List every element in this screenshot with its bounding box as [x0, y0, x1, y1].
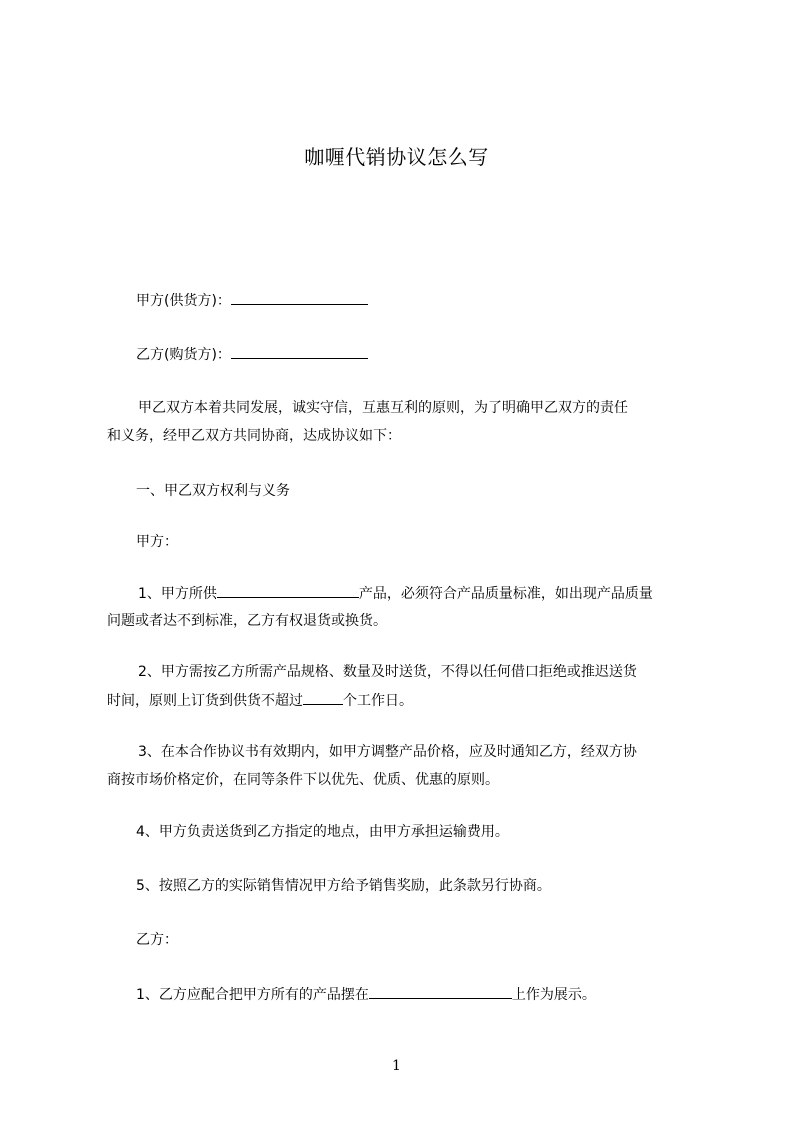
clause-a3-line-1: 3、在本合作协议书有效期内，如甲方调整产品价格，应及时通知乙方，经双方协 [138, 744, 637, 760]
party-a-label: 甲方(供货方)： [136, 293, 231, 309]
clause-a3-line-2: 商按市场价格定价，在同等条件下以优先、优质、优惠的原则。 [107, 772, 499, 788]
party-b-blank [231, 344, 368, 359]
party-a-line [136, 290, 368, 311]
intro-line-1: 甲乙双方本着共同发展，诚实守信，互惠互利的原则，为了明确甲乙双方的责任 [138, 400, 628, 416]
clause-b1-blank [369, 984, 512, 999]
party-b-label: 乙方(购货方)： [136, 347, 231, 363]
intro-line-2: 和义务，经甲乙双方共同协商，达成协议如下： [107, 428, 401, 444]
party-a-blank [231, 290, 368, 305]
party-b-line [136, 344, 368, 365]
clause-a1-suffix: 产品，必须符合产品质量标准，如出现产品质量 [358, 586, 653, 602]
party-b-heading: 乙方： [136, 932, 178, 948]
document-title: 咖喱代销协议怎么写 [304, 145, 489, 169]
clause-b1-prefix: 1、乙方应配合把甲方所有的产品摆在 [136, 987, 369, 1003]
clause-a4: 4、甲方负责送货到乙方指定的地点，由甲方承担运输费用。 [136, 824, 509, 840]
clause-a1-line-1 [138, 583, 653, 604]
clause-a1-prefix: 1、甲方所供 [138, 586, 217, 602]
clause-a2-prefix: 时间，原则上订货到供货不超过 [107, 693, 303, 709]
party-a-heading: 甲方： [136, 534, 178, 550]
clause-a1-blank [217, 583, 359, 598]
page-number: 1 [392, 1058, 401, 1074]
clause-b1-suffix: 上作为展示。 [511, 987, 596, 1003]
clause-b1 [136, 984, 596, 1005]
clause-a2-suffix: 个工作日。 [343, 693, 413, 709]
clause-a2-blank [303, 690, 343, 705]
clause-a1-line-2: 问题或者达不到标准，乙方有权退货或换货。 [107, 613, 387, 629]
clause-a2-line-2 [107, 690, 413, 711]
clause-a2-line-1: 2、甲方需按乙方所需产品规格、数量及时送货，不得以任何借口拒绝或推迟送货 [138, 664, 637, 680]
clause-a5: 5、按照乙方的实际销售情况甲方给予销售奖励，此条款另行协商。 [136, 878, 551, 894]
section-1-heading: 一、甲乙双方权利与义务 [136, 483, 290, 499]
